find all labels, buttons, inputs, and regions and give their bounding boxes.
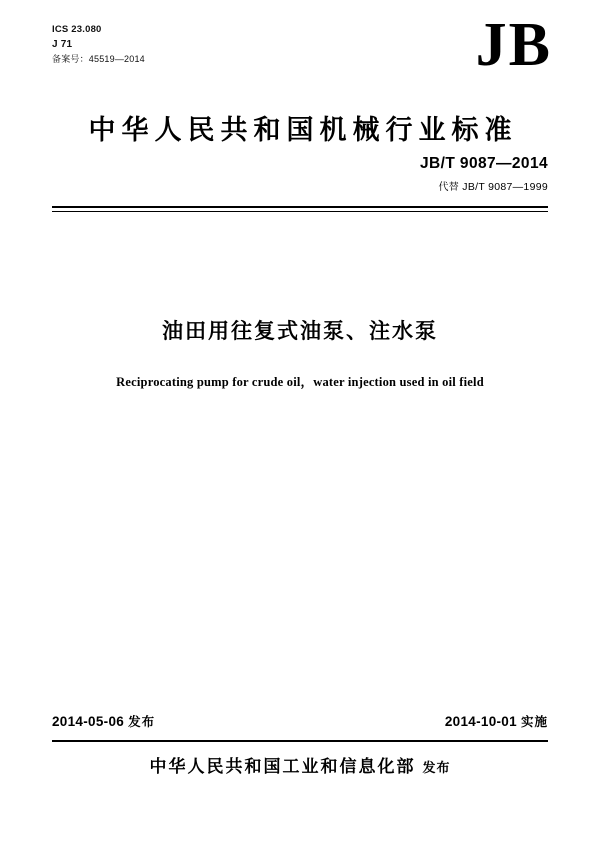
replaces-label: 代替 (438, 182, 460, 193)
issue-label: 发布 (128, 714, 156, 729)
jb-logo: JB (475, 11, 552, 79)
publisher-name: 中华人民共和国工业和信息化部 (149, 757, 416, 777)
replaces-line (420, 178, 548, 193)
document-title-cn: 油田用往复式油泵、注水泵 (162, 319, 438, 343)
standard-number-block (420, 155, 548, 193)
code-block (52, 22, 145, 67)
publisher-verb: 发布 (422, 761, 451, 776)
divider-thick-top (52, 206, 548, 208)
issue-date: 2014-05-06 (52, 714, 125, 729)
implement-date-group (445, 712, 548, 730)
divider-thin-top (52, 211, 548, 212)
classification-code: J 71 (52, 39, 73, 50)
publisher-line (0, 752, 600, 777)
header-zone (52, 11, 552, 102)
replaces-number: JB/T 9087—1999 (462, 181, 548, 193)
implement-date: 2014-10-01 (444, 714, 517, 729)
standard-number: JB/T 9087—2014 (420, 155, 548, 172)
document-title-en: Reciprocating pump for crude oil，water injection used in oil field (116, 375, 484, 389)
ics-code: ICS 23.080 (52, 24, 102, 35)
date-row (52, 712, 548, 730)
filing-number: 备案号：45519—2014 (52, 54, 145, 64)
issue-date-group (52, 712, 155, 730)
divider-thick-bottom (52, 740, 548, 742)
implement-label: 实施 (520, 714, 548, 729)
series-title: 中华人民共和国机械行业标准 (88, 115, 518, 146)
